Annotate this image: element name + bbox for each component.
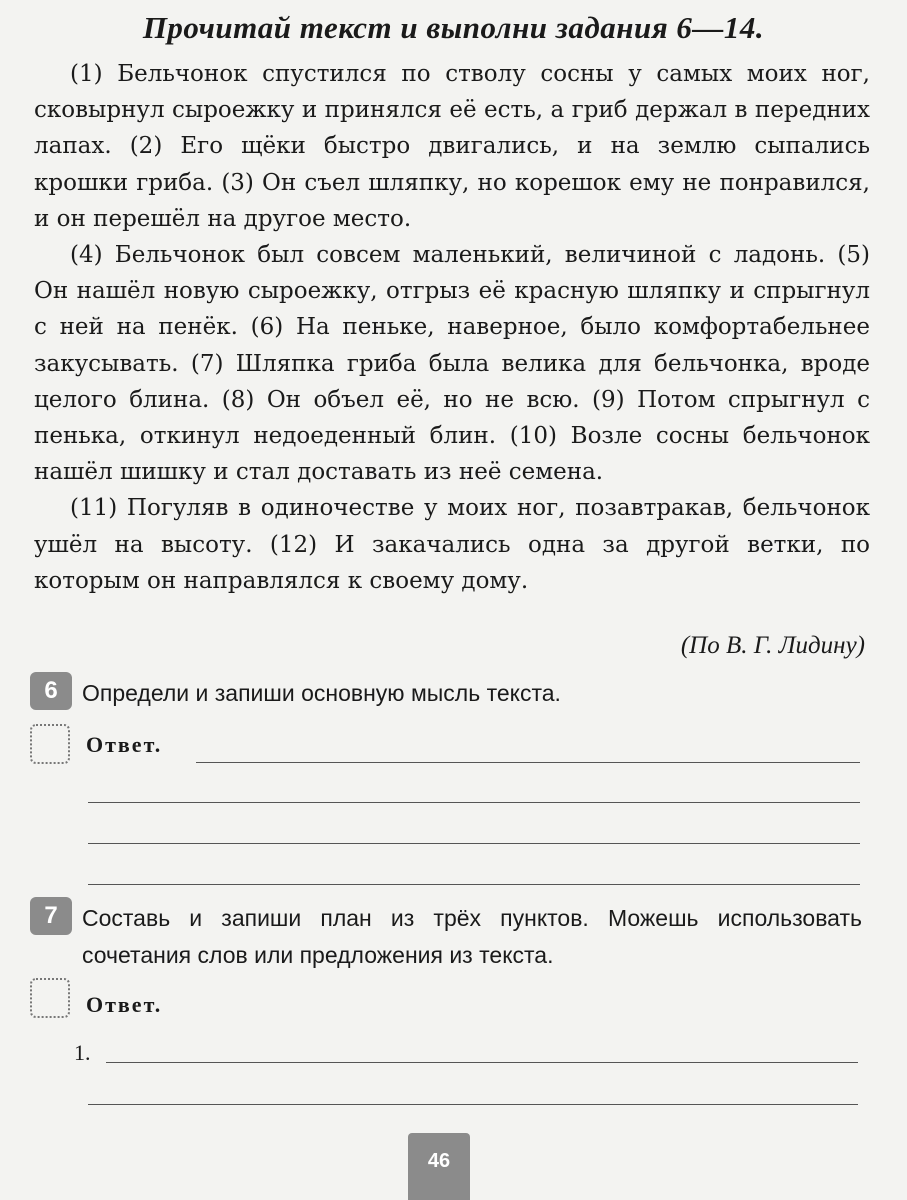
reading-passage [34,56,870,599]
task-6-answer-line-3[interactable] [88,843,860,844]
passage-paragraph-3: (11) Погуляв в одиночестве у моих ног, позавтракав, бельчонок ушёл на высоту. (12) И закачались одна за другой ветки, по которым он направлялся к своему дому. [34,495,870,594]
task-6-score-box[interactable] [30,724,70,764]
task-6-answer-label: Ответ. [86,732,163,757]
task-6-answer-line-1[interactable] [196,762,860,763]
task-7-answer-line-1[interactable] [106,1062,858,1063]
task-7-prompt: Составь и запиши план из трёх пунктов. Можешь использовать сочетания слов или предложения из текста. [82,905,862,968]
page-number: 46 [408,1133,470,1200]
task-7-answer-label: Ответ. [86,992,163,1017]
task-7-answer-line-2[interactable] [88,1104,858,1105]
task-7-number-badge: 7 [30,897,72,935]
passage-paragraph-2: (4) Бельчонок был совсем маленький, величиной с ладонь. (5) Он нашёл новую сыроежку, отгрыз её красную шляпку и спрыгнул с ней на пенёк. (6) На пеньке, наверное, было комфортабельнее закусывать. (7) Шляпка гриба была велика для бельчонка, вроде целого блина. (8) Он объел её, но не всю. (9) Потом спрыгнул с пенька, откинул недоеденный блин. (10) Возле сосны бельчонок нашёл шишку и стал доставать из неё семена. [34,242,870,486]
task-6-number-badge: 6 [30,672,72,710]
task-6-prompt: Определи и запиши основную мысль текста. [82,680,561,706]
task-6-answer-line-4[interactable] [88,884,860,885]
task-6-answer-line-2[interactable] [88,802,860,803]
page-heading: Прочитай текст и выполни задания 6—14. [142,10,765,45]
task-7-score-box[interactable] [30,978,70,1018]
passage-attribution: (По В. Г. Лидину) [680,632,865,659]
task-7-plan-item-1-number: 1. [74,1040,91,1065]
passage-paragraph-1: (1) Бельчонок спустился по стволу сосны у самых моих ног, сковырнул сыроежку и принялся её есть, а гриб держал в передних лапах. (2) Его щёки быстро двигались, и на землю сыпались крошки гриба. (3) Он съел шляпку, но корешок ему не понравился, и он перешёл на другое место. [34,61,870,232]
